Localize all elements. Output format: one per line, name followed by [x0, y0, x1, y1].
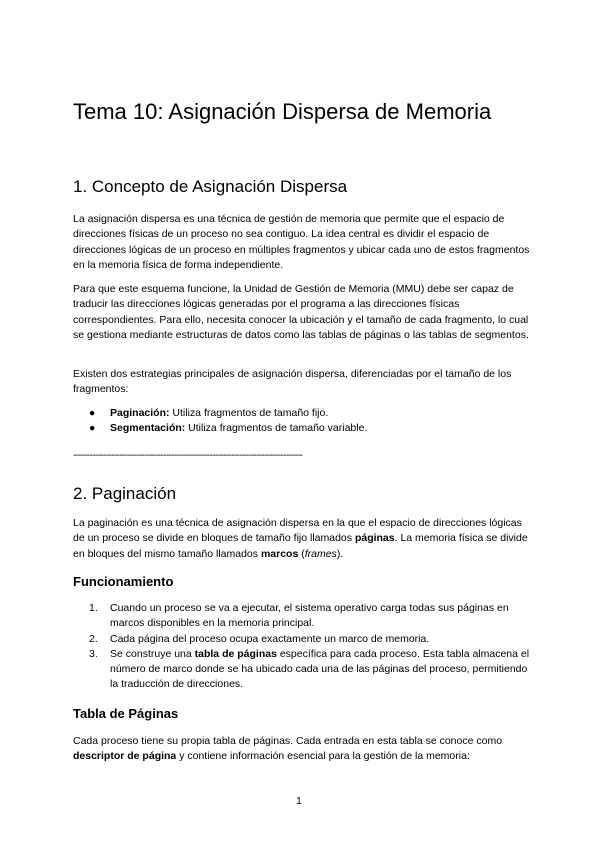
list-item: [73, 601, 535, 632]
funcionamiento-steps-list: [73, 601, 535, 693]
list-item-text: Cada página del proceso ocupa exactamente un marco de memoria.: [110, 632, 430, 645]
bold-term: páginas: [354, 532, 395, 545]
list-item-text: [110, 648, 529, 691]
page-number: 1: [296, 795, 302, 807]
list-item-text: Utiliza fragmentos de tamaño fijo.: [169, 407, 329, 419]
text-run: La paginación es una técnica de asignación dispersa en la que el espacio de direcciones lógicas de un proceso se divide en bloques de tamaño fijo llamados: [73, 517, 522, 545]
section-1-paragraph-1: La asignación dispersa es una técnica de gestión de memoria que permite que el espacio de direcciones físicas de un proceso no sea contiguo. La idea central es dividir el espacio de direcciones lógicas de un proceso en múltiples fragmentos y ubicar cada uno de estos fragmentos en la memoria física de forma independiente.: [73, 213, 530, 271]
italic-term: frames: [304, 547, 337, 560]
list-item-term: Segmentación:: [110, 422, 186, 435]
text-run: ).: [336, 547, 344, 560]
section-2-heading: 2. Paginación: [73, 484, 177, 503]
section-1-paragraph-3: Existen dos estrategias principales de asignación dispersa, diferenciadas por el tamaño de los fragmentos:: [73, 368, 512, 396]
subsection-funcionamiento-heading: Funcionamiento: [73, 574, 174, 589]
list-item: [73, 406, 535, 421]
list-item: [73, 421, 535, 436]
document-title: Tema 10: Asignación Dispersa de Memoria: [73, 99, 492, 124]
section-1-heading: 1. Concepto de Asignación Dispersa: [73, 177, 348, 196]
bold-term: tabla de páginas: [194, 647, 277, 660]
tabla-paginas-paragraph: [73, 734, 535, 765]
section-1-paragraph-2: Para que este esquema funcione, la Unidad de Gestión de Memoria (MMU) debe ser capaz de traducir las direcciones lógicas generadas por el programa a las direcciones físicas correspondientes. Para ello, necesita conocer la ubicación y el tamaño de cada fragmento, lo cual se gestiona mediante estructuras de datos como las tablas de páginas o las tablas de segmentos.: [73, 283, 529, 341]
text-run: Se construye una: [110, 647, 195, 660]
list-item-number: 3.: [89, 647, 98, 660]
list-item-term: Paginación:: [110, 407, 170, 419]
bullet-icon: ●: [89, 422, 96, 435]
list-item-text: Utiliza fragmentos de tamaño variable.: [185, 422, 368, 435]
text-run: . La memoria física se divide en bloques del mismo tamaño llamados: [73, 532, 528, 560]
fragment-strategy-list: [73, 406, 535, 437]
section-separator: ------------------------------------------------------------------------------------: [73, 450, 303, 461]
bold-term: descriptor de página: [73, 750, 177, 763]
list-item-number: 1.: [89, 602, 98, 614]
list-item-text: Cuando un proceso se va a ejecutar, el sistema operativo carga todas sus páginas en marcos disponibles en la memoria principal.: [110, 602, 509, 630]
bullet-icon: ●: [89, 407, 96, 419]
text-run: y contiene información esencial para la gestión de la memoria:: [176, 750, 470, 763]
text-run: Cada proceso tiene su propia tabla de páginas. Cada entrada en esta tabla se conoce como: [73, 735, 503, 747]
subsection-tabla-paginas-heading: Tabla de Páginas: [73, 706, 179, 721]
text-run: específica para cada proceso. Esta tabla almacena el número de marco donde se ha ubicado cada una de las páginas del proceso, permitiendo la traducción de direcciones.: [110, 647, 530, 691]
list-item: [73, 632, 535, 647]
bold-term: marcos: [260, 547, 299, 560]
list-item-number: 2.: [89, 632, 98, 645]
text-run: (: [298, 547, 305, 560]
section-2-paragraph-1: [73, 516, 535, 562]
list-item: [73, 647, 535, 693]
